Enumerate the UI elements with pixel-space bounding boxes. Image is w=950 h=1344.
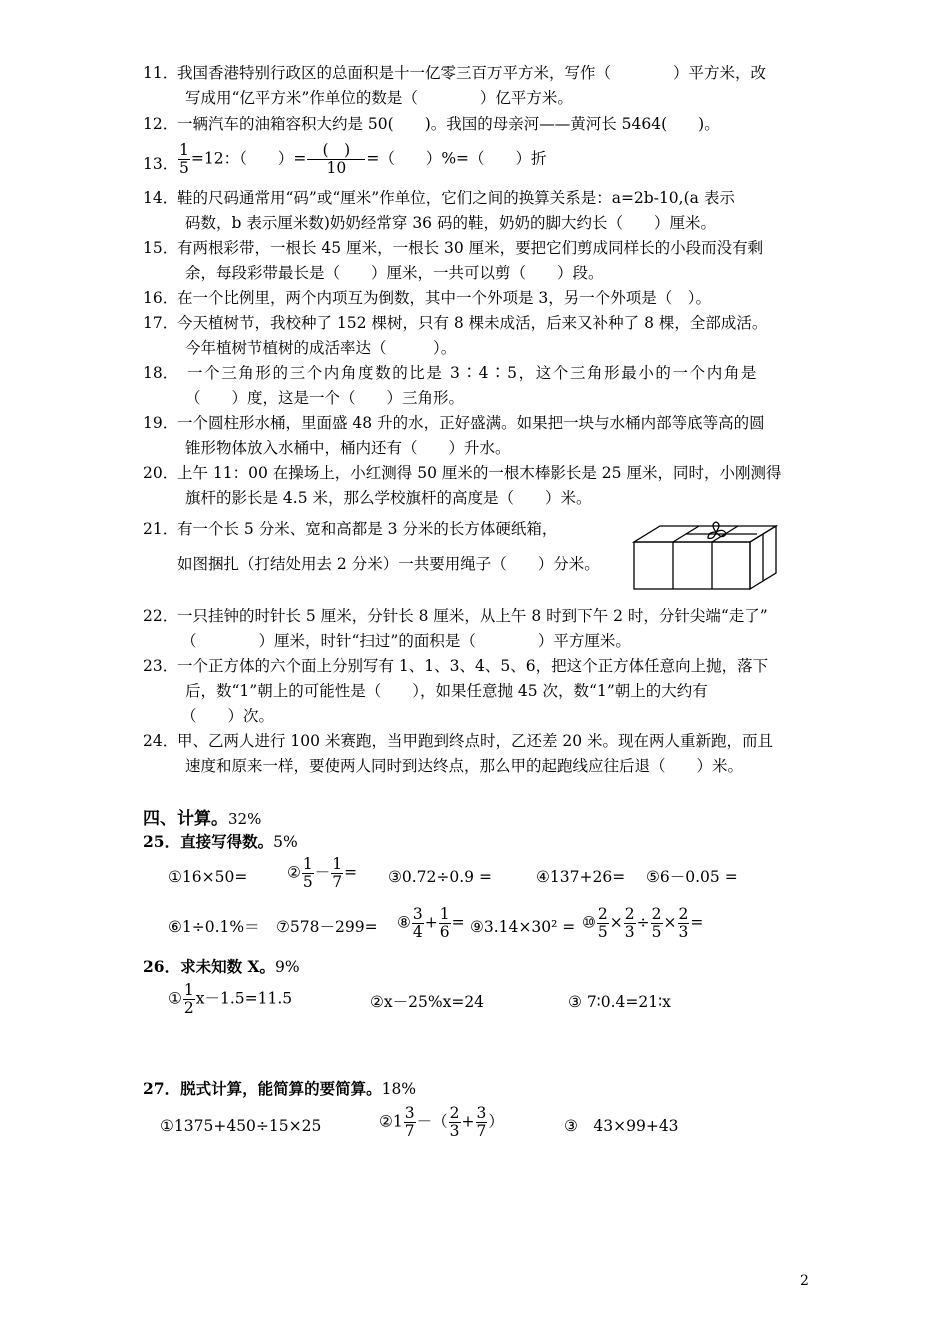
question-number: 18． [143, 364, 179, 382]
fraction: $\frac{2}{3}$ [678, 905, 689, 941]
question-text: 码数，b 表示厘米数)奶奶经常穿 36 码的鞋，奶奶的脚大约长（ ）厘米。 [185, 214, 716, 232]
question-text: 今年植树节植树的成活率达（ ）。 [185, 339, 457, 357]
fraction: $\frac{2}{3}$ [449, 1104, 460, 1140]
q25-item-8: ⑧ $\frac{3}{4}$ + $\frac{1}{6}$ = [397, 905, 465, 941]
question-number: 16． [143, 289, 179, 307]
question-text: （ ）次。 [181, 707, 275, 725]
question-text: 如图捆扎（打结处用去 2 分米）一共要用绳子（ ）分米。 [177, 555, 600, 573]
question-text: 速度和原来一样，要使两人同时到达终点，那么甲的起跑线应往后退（ ）米。 [185, 757, 744, 775]
fraction: $\frac{3}{7}$ [476, 1104, 487, 1140]
question-number: 17． [143, 314, 179, 332]
question-text: 在一个比例里，两个内项互为倒数，其中一个外项是 3，另一个外项是（ ）。 [177, 289, 712, 307]
q25-item-3: ③0.72÷0.9 = [388, 868, 492, 886]
question-text: 鞋的尺码通常用“码”或“厘米”作单位，它们之间的换算关系是：a=2b-10,(a 表示 [177, 189, 735, 207]
fraction: $\frac{2}{5}$ [597, 905, 608, 941]
question-number: 14． [143, 189, 179, 207]
q26-item-3: ③ 7∶0.4=21∶x [568, 993, 671, 1011]
question-27-title: 27．脱式计算，能简算的要简算。18% [143, 1079, 417, 1098]
q25-item-1: ①16×50= [168, 868, 248, 886]
question-text: 今天植树节，我校种了 152 棵树，只有 8 棵未成活，后来又补种了 8 棵，全部成活。 [177, 314, 768, 332]
question-text: 一只挂钟的时针长 5 厘米，分针长 8 厘米，从上午 8 时到下午 2 时，分针尖端“走了” [177, 607, 768, 625]
question-text: 锥形物体放入水桶中，桶内还有（ ）升水。 [185, 439, 511, 457]
question-text: 有两根彩带，一根长 45 厘米，一根长 30 厘米，要把它们剪成同样长的小段而没有剩 [177, 239, 764, 257]
q25-item-2: ② $\frac{1}{5}$ － $\frac{1}{7}$ = [287, 855, 358, 891]
question-number: 20． [143, 464, 179, 482]
q25-item-7: ⑦578－299= [276, 918, 378, 936]
tied-box-figure [630, 520, 780, 592]
question-text: 旗杆的影长是 4.5 米，那么学校旗杆的高度是（ ）米。 [185, 489, 592, 507]
question-25-title: 25．直接写得数。5% [143, 832, 298, 851]
question-text: 有一个长 5 分米、宽和高都是 3 分米的长方体硬纸箱， [177, 520, 558, 538]
question-number: 11． [143, 64, 179, 82]
q25-item-6: ⑥1÷0.1%＝ [168, 918, 260, 936]
question-number: 13． [143, 155, 179, 173]
fraction: $\frac{2}{3}$ [624, 905, 635, 941]
question-text: 一辆汽车的油箱容积大约是 50( )。我国的母亲河——黄河长 5464( )。 [177, 115, 720, 133]
q25-item-4: ④137+26= [536, 868, 626, 886]
q26-item-2: ②x－25%x=24 [370, 993, 485, 1011]
q26-item-1: ① $\frac{1}{2}$ x－1.5=11.5 [168, 981, 293, 1017]
question-26-title: 26．求未知数 X。9% [143, 957, 300, 976]
question-text: 一个三角形的三个内角度数的比是 3∶4∶5，这个三角形最小的一个内角是 [187, 364, 759, 382]
page-number: 2 [800, 1273, 809, 1289]
fraction: $\frac{2}{5}$ [651, 905, 662, 941]
fraction: $\frac{1}{2}$ [183, 981, 194, 1017]
question-number: 23． [143, 657, 179, 675]
q25-item-9: ⑨3.14×30² = [470, 918, 576, 936]
q27-item-3: ③ 43×99+43 [564, 1117, 679, 1135]
fraction: $\frac{3}{7}$ [404, 1104, 415, 1140]
question-text: 一个正方体的六个面上分别写有 1、1、3、4、5、6，把这个正方体任意向上抛，落下 [177, 657, 769, 675]
question-text: $\frac{1}{5}$ =12：（ ）= $\frac{( )}{10}$ =（ ）%=（ ）折 [179, 141, 547, 177]
question-text: 一个圆柱形水桶，里面盛 48 升的水，正好盛满。如果把一块与水桶内部等底等高的圆 [177, 414, 765, 432]
question-text: 甲、乙两人进行 100 米赛跑，当甲跑到终点时，乙还差 20 米。现在两人重新跑，而且 [177, 732, 774, 750]
question-number: 12． [143, 115, 179, 133]
section-title: 四、计算。32% [143, 809, 262, 829]
fraction: $\frac{1}{6}$ [439, 905, 450, 941]
fraction: $\frac{1}{5}$ [179, 141, 189, 177]
fraction: $\frac{( )}{10}$ [307, 142, 365, 177]
question-text: 余，每段彩带最长是（ ）厘米，一共可以剪（ ）段。 [185, 264, 604, 282]
q25-item-5: ⑤6－0.05 = [646, 868, 738, 886]
q27-item-1: ①1375+450÷15×25 [160, 1117, 322, 1135]
fraction: $\frac{1}{7}$ [332, 855, 343, 891]
question-text: 我国香港特别行政区的总面积是十一亿零三百万平方米，写作（ ）平方米，改 [177, 64, 767, 82]
q25-item-10: ⑩ $\frac{2}{5}$ × $\frac{2}{3}$ ÷ $\frac{2}{5}$ × $\frac{2}{3}$ = [582, 905, 704, 941]
question-text: 写成用“亿平方米”作单位的数是（ ）亿平方米。 [185, 89, 573, 107]
fraction: $\frac{3}{4}$ [412, 905, 423, 941]
question-text: 上午 11：00 在操场上，小红测得 50 厘米的一根木棒影长是 25 厘米，同时，小刚测得 [177, 464, 782, 482]
question-number: 22． [143, 607, 179, 625]
q27-item-2: ②1 $\frac{3}{7}$ －（ $\frac{2}{3}$ + $\frac{3}{7}$ ） [379, 1104, 504, 1140]
question-text: （ ）度，这是一个（ ）三角形。 [185, 389, 465, 407]
question-text: （ ）厘米，时针“扫过”的面积是（ ）平方厘米。 [181, 632, 631, 650]
question-number: 24． [143, 732, 179, 750]
question-text: 后，数“1”朝上的可能性是（ ），如果任意抛 45 次，数“1”朝上的大约有 [185, 682, 708, 700]
fraction: $\frac{1}{5}$ [302, 855, 313, 891]
question-number: 21． [143, 520, 179, 538]
question-number: 19． [143, 414, 179, 432]
question-number: 15． [143, 239, 179, 257]
